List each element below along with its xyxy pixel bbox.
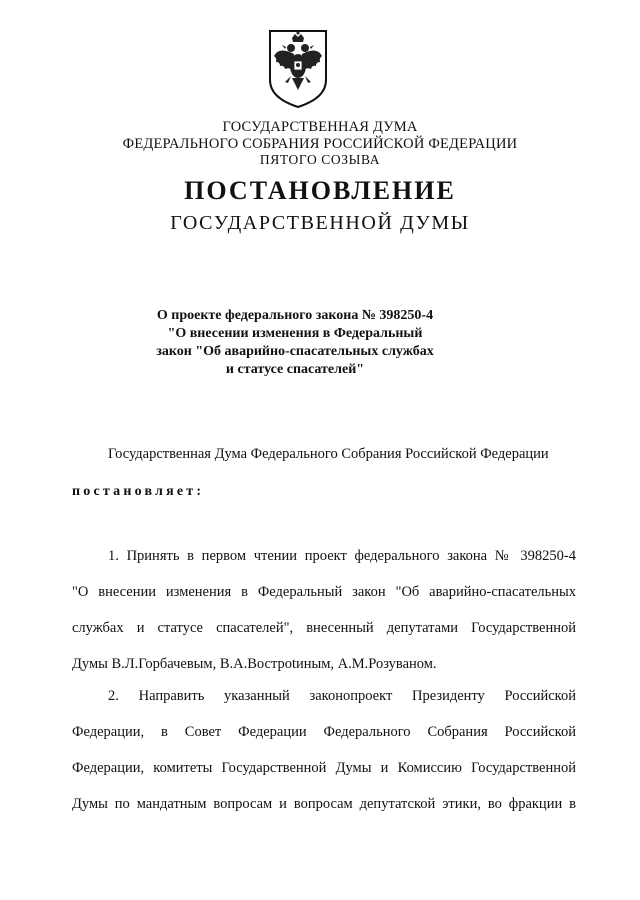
coat-of-arms-emblem xyxy=(267,28,329,110)
subject-line-1: О проекте федерального закона № 398250-4 xyxy=(156,308,434,323)
subject-line-3: закон "Об аварийно-спасательных службах xyxy=(156,344,434,359)
subject-block xyxy=(120,307,470,379)
org-line-2: ФЕДЕРАЛЬНОГО СОБРАНИЯ РОССИЙСКОЙ ФЕДЕРАЦИИ xyxy=(122,136,518,152)
item2-line-2: Федерации, в Совет Федерации Федерального Собрания Российской xyxy=(72,724,576,740)
item1-line-2: "О внесении изменения в Федеральный закон "Об аварийно-спасательных xyxy=(72,584,576,600)
subject-line-2: "О внесении изменения в Федеральный xyxy=(167,326,423,341)
resolves-word: постановляет: xyxy=(72,484,205,499)
item2-line-3: Федерации, комитеты Государственной Думы и Комиссию Государственной xyxy=(72,760,576,776)
subject-line-4: и статусе спасателей" xyxy=(225,362,365,377)
item2-line-4: Думы по мандатным вопросам и вопросам депутатской этики, во фракции в xyxy=(72,796,576,812)
item1-line-1: 1. Принять в первом чтении проект федерального закона № 398250-4 xyxy=(108,548,576,564)
document-title: ПОСТАНОВЛЕНИЕ xyxy=(184,176,456,205)
preamble-line: Государственная Дума Федерального Собрания Российской Федерации xyxy=(108,446,549,462)
item1-line-3: службах и статусе спасателей", внесенный депутатами Государственной xyxy=(72,620,576,636)
org-line-1: ГОСУДАРСТВЕННАЯ ДУМА xyxy=(222,119,418,135)
org-line-3: ПЯТОГО СОЗЫВА xyxy=(259,152,381,167)
item2-line-1: 2. Направить указанный законопроект Президенту Российской xyxy=(108,688,576,704)
item1-line-4: Думы В.Л.Горбачевым, В.А.Вострotиным, А.М.Розуваном. xyxy=(72,656,437,672)
document-subtitle: ГОСУДАРСТВЕННОЙ ДУМЫ xyxy=(170,212,470,234)
